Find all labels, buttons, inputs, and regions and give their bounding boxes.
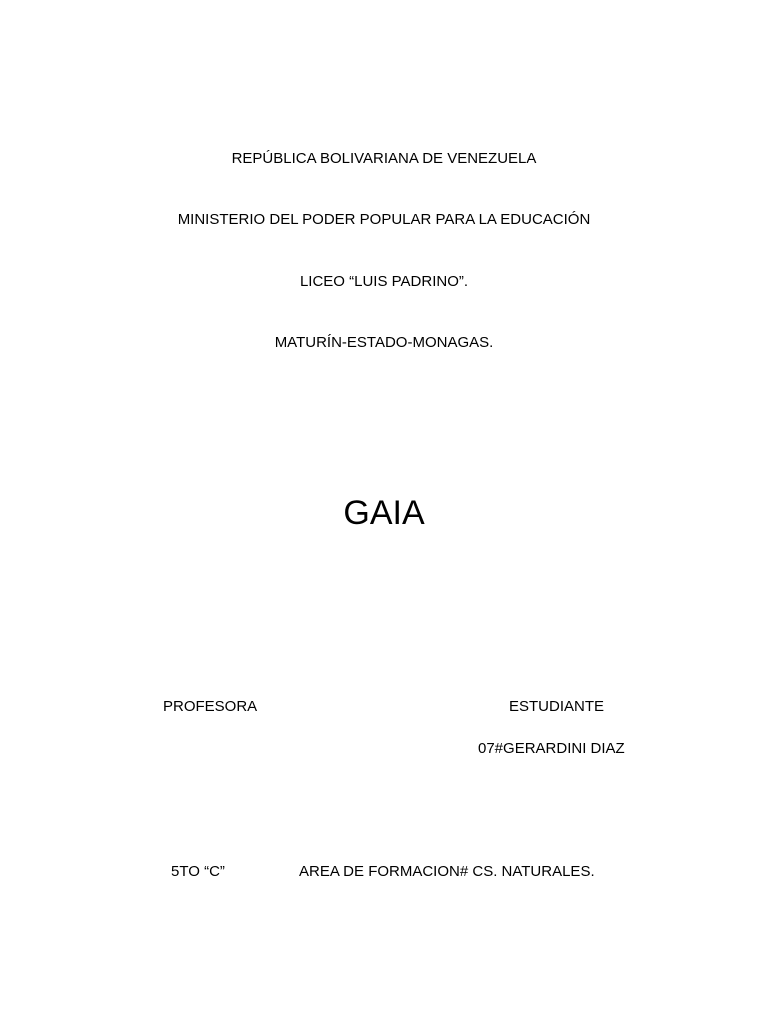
teacher-label: PROFESORA (163, 698, 258, 715)
school-name: LICEO “LUIS PADRINO”. (299, 273, 469, 290)
student-label: ESTUDIANTE (509, 698, 605, 715)
document-title: GAIA (343, 494, 425, 532)
student-name: 07#GERARDINI DIAZ (478, 740, 625, 757)
ministry-heading: MINISTERIO DEL PODER POPULAR PARA LA EDUCACIÓN (177, 211, 591, 228)
location-line: MATURÍN-ESTADO-MONAGAS. (274, 334, 494, 351)
formation-area: AREA DE FORMACION# CS. NATURALES. (299, 863, 595, 880)
grade-section: 5TO “C” (171, 863, 225, 880)
republic-heading: REPÚBLICA BOLIVARIANA DE VENEZUELA (231, 150, 537, 167)
